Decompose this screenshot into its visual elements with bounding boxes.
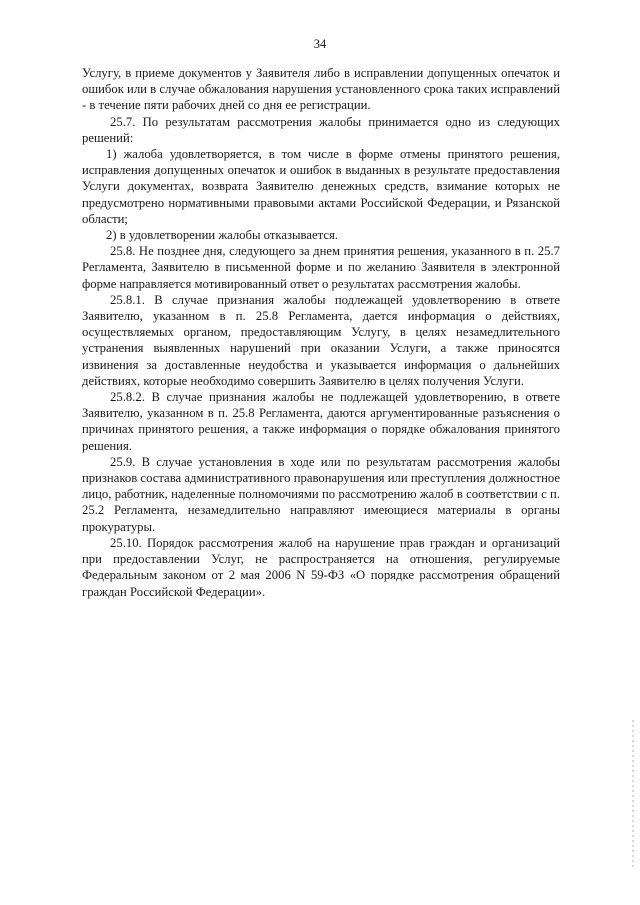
paragraph-25-9: 25.9. В случае установления в ходе или по результатам рассмотрения жалобы признаков состава административного правонарушения или преступления должностное лицо, работник, наделенные полномочиями по рассмотрению жалоб в соответствии с п. 25.2 Регламента, незамедлительно направляют имеющиеся материалы в органы прокуратуры. [82, 454, 560, 534]
paragraph-25-10: 25.10. Порядок рассмотрения жалоб на нарушение прав граждан и организаций при предоставлении Услуг, не распространяется на отношения, регулируемые Федеральным законом от 2 мая 2006 N 59-ФЗ «О порядке рассмотрения обращений граждан Российской Федерации». [82, 535, 560, 599]
paragraph-25-7-item-2: 2) в удовлетворении жалобы отказывается. [106, 228, 338, 243]
paragraph-25-8-1: 25.8.1. В случае признания жалобы подлежащей удовлетворению в ответе Заявителю, указанном в п. 25.8 Регламента, дается информация о действиях, осуществляемых органом, предоставляющим Услугу, в целях незамедлительного устранения выявленных нарушений при оказании Услуги, а также приносятся извинения за доставленные неудобства и указывается информация о дальнейших действиях, которые необходимо совершить Заявителю в целях получения Услуги. [82, 292, 560, 388]
paragraph-25-7-item-1: 1) жалоба удовлетворяется, в том числе в форме отмены принятого решения, исправления допущенных опечаток и ошибок в выданных в результате предоставления Услуги документах, возврата Заявителю денежных средств, взимание которых не предусмотрено нормативными правовыми актами Российской Федерации, и Рязанской области; [82, 147, 560, 226]
page-number: 34 [313, 37, 327, 51]
paragraph-25-8-2: 25.8.2. В случае признания жалобы не подлежащей удовлетворению, в ответе Заявителю, указанном в п. 25.8 Регламента, даются аргументированные разъяснения о причинах принятого решения, а также информация о порядке обжалования принятого решения. [82, 390, 560, 453]
paragraph-25-8: 25.8. Не позднее дня, следующего за днем принятия решения, указанного в п. 25.7 Регламента, Заявителю в письменной форме и по желанию Заявителя в электронной форме направляется мотивированный ответ о результатах рассмотрения жалобы. [82, 244, 560, 291]
document-body [82, 65, 560, 600]
paragraph-continuation: Услугу, в приеме документов у Заявителя либо в исправлении допущенных опечаток и ошибок или в случае обжалования нарушения установленного срока таких исправлений - в течение пяти рабочих дней со дня ее регистрации. [82, 66, 560, 113]
paragraph-25-7: 25.7. По результатам рассмотрения жалобы принимается одно из следующих решений: [82, 114, 560, 145]
scan-edge-mark [632, 720, 634, 870]
